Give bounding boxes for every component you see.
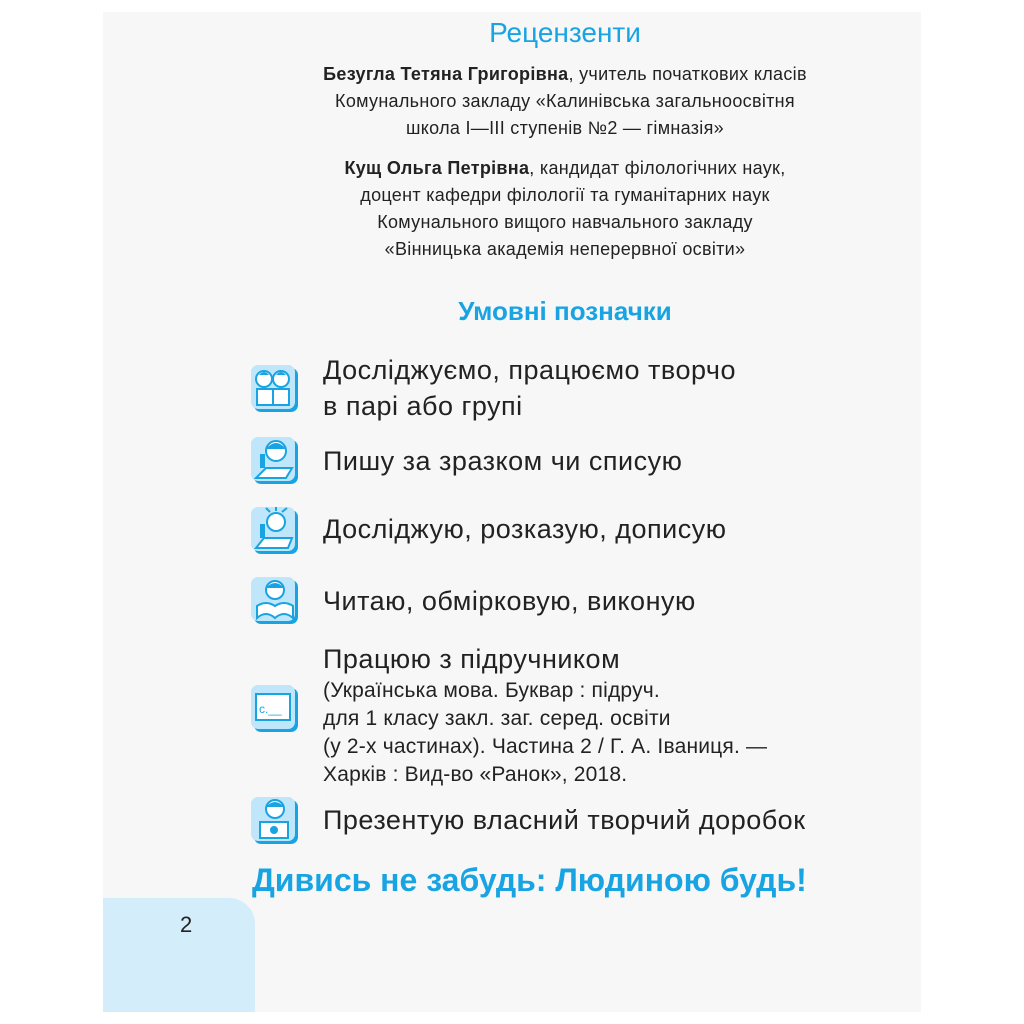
writing-boy-icon (250, 436, 300, 486)
reviewer-1-text: школа І—ІІІ ступенів №2 — гімназія» (406, 118, 724, 138)
legend-item-text (323, 641, 767, 789)
legend-item-text: Презентую власний творчий доробок (323, 805, 806, 835)
reviewer-2 (260, 155, 870, 263)
legend-item-text: Пишу за зразком чи списую (323, 446, 683, 476)
reviewer-1-text: Комунального закладу «Калинівська загальноосвітня (335, 91, 795, 111)
textbook-icon-label: с.__ (259, 702, 282, 716)
legend-item-line: (Українська мова. Буквар : підруч. (323, 679, 660, 702)
page-number-tab (103, 898, 255, 1012)
legend-item-text: Досліджую, розказую, дописую (323, 514, 727, 544)
legend-item-text (323, 352, 736, 424)
textbook-icon (250, 684, 300, 734)
reviewer-2-text: , кандидат філологічних наук, (529, 158, 786, 178)
legend-item-line: Досліджуємо, працюємо творчо (323, 355, 736, 385)
reviewer-2-text: Комунального вищого навчального закладу (377, 212, 753, 232)
page-number: 2 (180, 912, 193, 937)
legend-item-line: для 1 класу закл. заг. серед. освіти (323, 707, 671, 730)
legend-item-line: Харків : Вид-во «Ранок», 2018. (323, 763, 628, 786)
motto: Дивись не забудь: Людиною будь! (252, 862, 807, 898)
legend-item-text: Читаю, обмірковую, виконую (323, 586, 696, 616)
reviewer-2-text: доцент кафедри філології та гуманітарних наук (360, 185, 770, 205)
presenting-child-icon (250, 796, 300, 846)
reviewer-1 (260, 61, 870, 142)
legend-title: Умовні позначки (458, 296, 672, 326)
reviewer-1-name: Безугла Тетяна Григорівна (323, 64, 569, 84)
writing-girl-icon (250, 506, 300, 556)
pair-reading-icon (250, 364, 300, 414)
reading-child-icon (250, 576, 300, 626)
legend-item-line: Працюю з підручником (323, 644, 621, 674)
legend-item-line: в парі або групі (323, 391, 523, 421)
reviewer-2-text: «Вінницька академія неперервної освіти» (384, 239, 746, 259)
reviewer-1-text: , учитель початкових класів (568, 64, 807, 84)
reviewer-2-name: Кущ Ольга Петрівна (344, 158, 530, 178)
legend-item-line: (у 2-х частинах). Частина 2 / Г. А. Іваниця. — (323, 735, 768, 758)
reviewers-title: Рецензенти (489, 17, 641, 48)
